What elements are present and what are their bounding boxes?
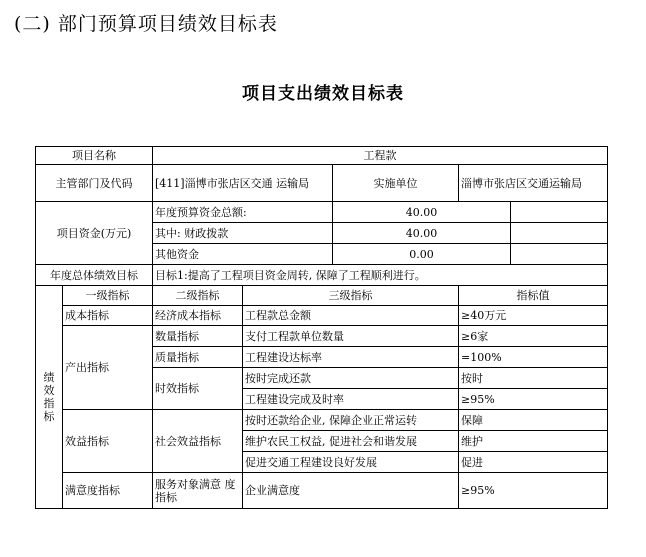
project-name-value: 工程款 [153,147,608,165]
document-title: 项目支出绩效目标表 [242,84,404,104]
benefit-level3-2: 维护农民工权益, 促进社会和谐发展 [243,431,459,452]
cost-row [36,306,608,326]
output-quantity-level3: 支付工程款单位数量 [243,326,459,347]
benefit-value-1: 保障 [459,410,608,431]
output-quantity-row [36,326,608,347]
output-timeliness-level2: 时效指标 [153,368,243,410]
project-funds-label: 项目资金(万元) [36,202,153,265]
implementing-unit-label: 实施单位 [333,165,459,202]
cost-value: ≥40万元 [459,306,608,326]
overall-target-row [36,265,608,286]
satisfaction-level1: 满意度指标 [63,473,153,509]
funds-other-value: 0.00 [333,244,511,265]
performance-target-table [35,146,608,509]
project-name-row [36,147,608,165]
satisfaction-value: ≥95% [459,473,608,509]
cost-level2: 经济成本指标 [153,306,243,326]
funds-total-value: 40.00 [333,202,511,223]
funds-other-blank [511,244,608,265]
funds-total-blank [511,202,608,223]
funds-other-label: 其他资金 [153,244,333,265]
output-quantity-value: ≥6家 [459,326,608,347]
header-level2: 二级指标 [153,286,243,306]
benefit-value-3: 促进 [459,452,608,473]
cost-level3: 工程款总金额 [243,306,459,326]
cost-level1: 成本指标 [63,306,153,326]
output-quality-level3: 工程建设达标率 [243,347,459,368]
output-timeliness-level3-1: 按时完成还款 [243,368,459,389]
output-timeliness-level3-2: 工程建设完成及时率 [243,389,459,410]
benefit-level3-1: 按时还款给企业, 保障企业正常运转 [243,410,459,431]
satisfaction-row [36,473,608,509]
project-name-label: 项目名称 [36,147,153,165]
department-label: 主管部门及代码 [36,165,153,202]
funds-total-label: 年度预算资金总额: [153,202,333,223]
department-value: [411]淄博市张店区交通 运输局 [153,165,333,202]
satisfaction-level2: 服务对象满意 度指标 [153,473,243,509]
benefit-value-2: 维护 [459,431,608,452]
benefit-row-1 [36,410,608,431]
benefit-level2: 社会效益指标 [153,410,243,473]
header-value: 指标值 [459,286,608,306]
implementing-unit-value: 淄博市张店区交通运输局 [459,165,608,202]
output-quality-level2: 质量指标 [153,347,243,368]
benefit-level1: 效益指标 [63,410,153,473]
overall-target-value: 目标1:提高了工程项目资金周转, 保障了工程顺利进行。 [153,265,608,286]
funds-fiscal-blank [511,223,608,244]
benefit-level3-3: 促进交通工程建设良好发展 [243,452,459,473]
output-quality-value: =100% [459,347,608,368]
overall-target-label: 年度总体绩效目标 [36,265,153,286]
header-level1: 一级指标 [63,286,153,306]
indicators-side-label: 绩 效 指 标 [36,286,63,509]
section-heading: (二) 部门预算项目绩效目标表 [14,13,278,35]
indicator-header-row [36,286,608,306]
department-row [36,165,608,202]
header-level3: 三级指标 [243,286,459,306]
output-level1: 产出指标 [63,326,153,410]
funds-row-total [36,202,608,223]
output-timeliness-value-2: ≥95% [459,389,608,410]
satisfaction-level3: 企业满意度 [243,473,459,509]
output-quantity-level2: 数量指标 [153,326,243,347]
funds-fiscal-value: 40.00 [333,223,511,244]
output-timeliness-value-1: 按时 [459,368,608,389]
funds-fiscal-label: 其中: 财政拨款 [153,223,333,244]
